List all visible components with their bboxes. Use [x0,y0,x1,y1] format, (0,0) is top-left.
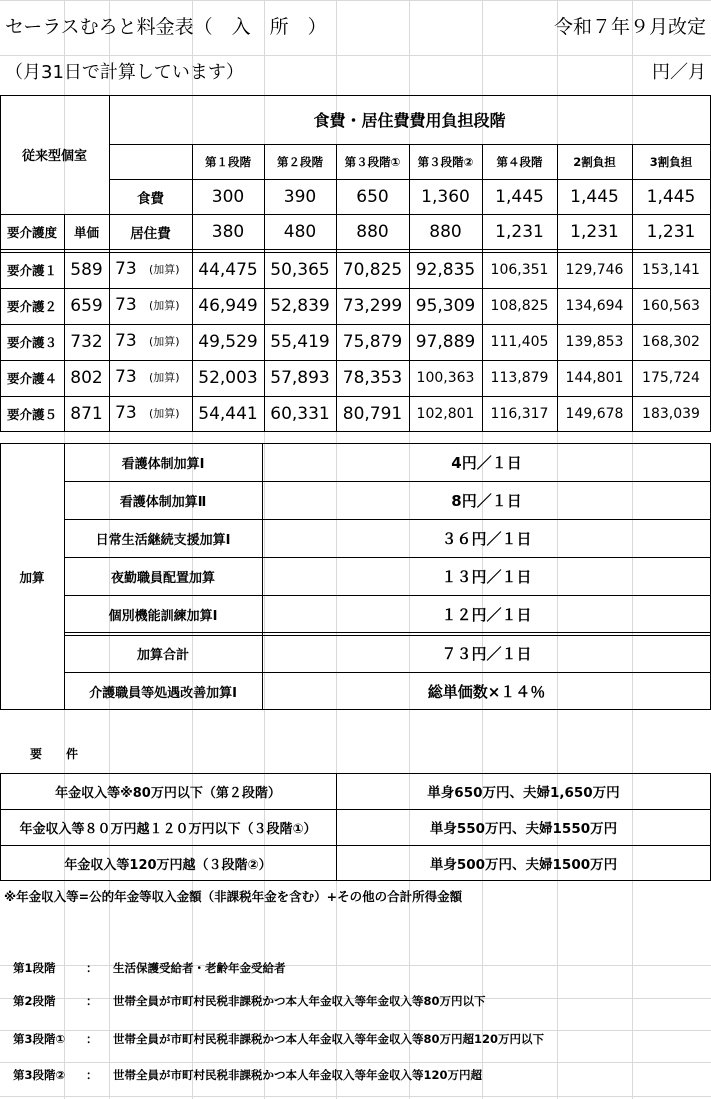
monthly-fee-cell: 100,363 [416,370,475,386]
unit-price-header: 単価 [73,224,99,240]
care-level-cell: 要介護２ [6,299,57,314]
gridline-horizontal [0,1096,711,1097]
monthly-fee-cell: 70,825 [342,260,403,280]
addition-amount: 73 [115,295,137,315]
food-cost-cell: 1,445 [570,186,619,207]
monthly-fee-cell: 144,801 [565,370,624,386]
asset-condition: 単身650万円、夫婦1,650万円 [427,785,620,801]
monthly-fee-cell: 50,365 [270,260,330,280]
monthly-fee-cell: 75,879 [342,332,403,352]
unit-price-cell: 871 [70,404,103,424]
stage-header-cell: 3割負担 [649,154,693,169]
monthly-fee-cell: 54,441 [198,404,258,424]
residence-cost-cell: 1,231 [495,221,544,242]
addition-tag: (加算) [149,407,180,420]
asset-condition: 単身500万円、夫婦1500万円 [429,857,618,873]
revision-date: 令和７年９月改定 [553,16,706,38]
income-condition: 年金収入等120万円越（３段階②） [64,857,272,873]
gridline-horizontal [0,965,711,966]
stage-description: 世帯全員が市町村民税非課税かつ本人年金収入等年金収入等80万円以下 [113,994,486,1008]
addition-amount: 73 [115,367,137,387]
monthly-fee-cell: 52,003 [198,368,258,388]
monthly-fee-cell: 80,791 [342,404,403,424]
monthly-fee-cell: 46,949 [198,296,258,316]
income-footnote: ※年金収入等=公的年金等収入金額（非課税年金を含む）+その他の合計所得金額 [4,889,463,904]
income-condition: 年金収入等※80万円以下（第２段階） [55,785,281,801]
residence-cost-cell: 1,231 [646,221,696,242]
room-type-label: 従来型個室 [21,149,87,164]
addition-item-name: 日常生活継続支援加算Ⅰ [95,532,231,548]
improvement-value: 総単価数×１４％ [427,682,546,701]
stage-header-cell: 第３段階② [417,154,474,169]
monthly-fee-cell: 111,405 [490,334,549,350]
addition-item-name: 夜勤職員配置加算 [110,570,215,586]
unit-price-cell: 732 [70,332,103,352]
stage-name: 第1段階 [13,961,56,975]
food-cost-cell: 1,445 [495,186,544,207]
stage-header-cell: 2割負担 [573,154,616,169]
unit-price-cell: 659 [70,296,103,316]
care-level-cell: 要介護３ [6,335,57,350]
stage-colon: ： [86,961,98,975]
page-title: セーラスむろと料金表（ 入 所 ） [5,16,327,38]
monthly-fee-cell: 116,317 [490,406,549,422]
monthly-fee-cell: 52,839 [270,296,330,316]
residence-cost-cell: 380 [211,221,245,242]
residence-label: 居住費 [130,225,171,242]
care-level-cell: 要介護４ [6,371,57,386]
requirements-title: 要 件 [30,747,79,761]
residence-cost-cell: 880 [429,221,462,242]
food-cost-cell: 300 [211,186,245,207]
income-condition: 年金収入等８０万円越１２０万円以下（３段階①） [19,821,317,837]
care-level-cell: 要介護１ [6,263,57,278]
addition-tag: (加算) [149,299,180,312]
stage-name: 第2段階 [13,994,56,1008]
stage-description: 世帯全員が市町村民税非課税かつ本人年金収入等年金収入等120万円超 [113,1068,483,1082]
addition-item-value: １３円／１日 [441,567,532,586]
gridline-horizontal [0,1062,711,1063]
addition-item-name: 個別機能訓練加算Ⅰ [108,608,218,624]
residence-cost-cell: 1,231 [570,221,619,242]
food-cost-cell: 1,360 [421,186,470,207]
stage-header-cell: 第２段階 [277,154,323,169]
unit-label: 円／月 [652,62,706,83]
residence-cost-cell: 880 [356,221,389,242]
residence-cost-cell: 480 [283,221,317,242]
table-border-line [109,95,110,432]
addition-item-value: １２円／１日 [441,605,532,624]
addition-tag: (加算) [149,335,180,348]
stage-header-cell: 第４段階 [496,154,543,169]
improvement-name: 介護職員等処遇改善加算Ⅰ [89,685,237,701]
monthly-fee-cell: 175,724 [642,370,700,386]
monthly-fee-cell: 57,893 [270,368,330,388]
stage-colon: ： [86,1032,98,1046]
addition-item-name: 看護体制加算Ⅰ [121,456,205,472]
addition-item-value: 8円／１日 [451,491,522,510]
gridline-horizontal [0,55,711,56]
food-cost-cell: 390 [283,186,317,207]
care-level-cell: 要介護５ [6,407,57,422]
gridline-horizontal [0,1030,711,1031]
monthly-fee-cell: 134,694 [565,298,624,314]
addition-tag: (加算) [149,371,180,384]
monthly-fee-cell: 97,889 [415,332,476,352]
food-cost-cell: 650 [356,186,389,207]
addition-item-value: 4円／１日 [451,453,522,472]
addition-amount: 73 [115,331,137,351]
monthly-fee-cell: 102,801 [416,406,475,422]
stage-header: 食費・居住費費用負担段階 [313,111,506,130]
food-label: 食費 [137,190,164,207]
monthly-fee-cell: 95,309 [415,296,476,316]
monthly-fee-cell: 153,141 [642,262,700,278]
addition-item-name: 看護体制加算Ⅱ [119,494,207,510]
stage-name: 第3段階② [13,1068,66,1082]
monthly-fee-cell: 92,835 [415,260,476,280]
addition-group-label: 加算 [19,569,45,585]
addition-amount: 73 [115,259,137,279]
food-cost-cell: 1,445 [646,186,696,207]
monthly-fee-cell: 160,563 [642,298,700,314]
monthly-fee-cell: 78,353 [342,368,403,388]
unit-price-cell: 589 [70,260,103,280]
stage-name: 第3段階① [13,1032,66,1046]
care-level-header: 要介護度 [6,224,57,240]
monthly-fee-cell: 113,879 [490,370,549,386]
monthly-fee-cell: 49,529 [198,332,258,352]
table-border-line [0,249,711,250]
stage-description: 生活保護受給者・老齢年金受給者 [113,961,286,975]
addition-tag: (加算) [149,263,180,276]
monthly-fee-cell: 149,678 [565,406,624,422]
stage-colon: ： [86,1068,98,1082]
addition-item-value: ３６円／１日 [441,529,532,548]
stage-header-cell: 第３段階① [344,154,401,169]
monthly-fee-cell: 55,419 [270,332,330,352]
monthly-fee-cell: 60,331 [270,404,330,424]
asset-condition: 単身550万円、夫婦1550万円 [429,821,618,837]
monthly-fee-cell: 73,299 [342,296,403,316]
unit-price-cell: 802 [70,368,103,388]
monthly-fee-cell: 108,825 [490,298,549,314]
monthly-fee-cell: 183,039 [642,406,700,422]
monthly-fee-cell: 139,853 [565,334,624,350]
stage-description: 世帯全員が市町村民税非課税かつ本人年金収入等年金収入等80万円超120万円以下 [113,1032,545,1046]
calculation-note: （月31日で計算しています） [5,62,244,83]
monthly-fee-cell: 44,475 [198,260,258,280]
addition-amount: 73 [115,403,137,423]
gridline-horizontal [0,0,711,1]
stage-colon: ： [86,994,98,1008]
monthly-fee-cell: 106,351 [490,262,549,278]
addition-total-name: 加算合計 [136,648,189,663]
monthly-fee-cell: 129,746 [565,262,624,278]
addition-total-value: ７３円／１日 [441,645,532,663]
stage-header-cell: 第１段階 [205,154,251,169]
monthly-fee-cell: 168,302 [642,334,700,350]
